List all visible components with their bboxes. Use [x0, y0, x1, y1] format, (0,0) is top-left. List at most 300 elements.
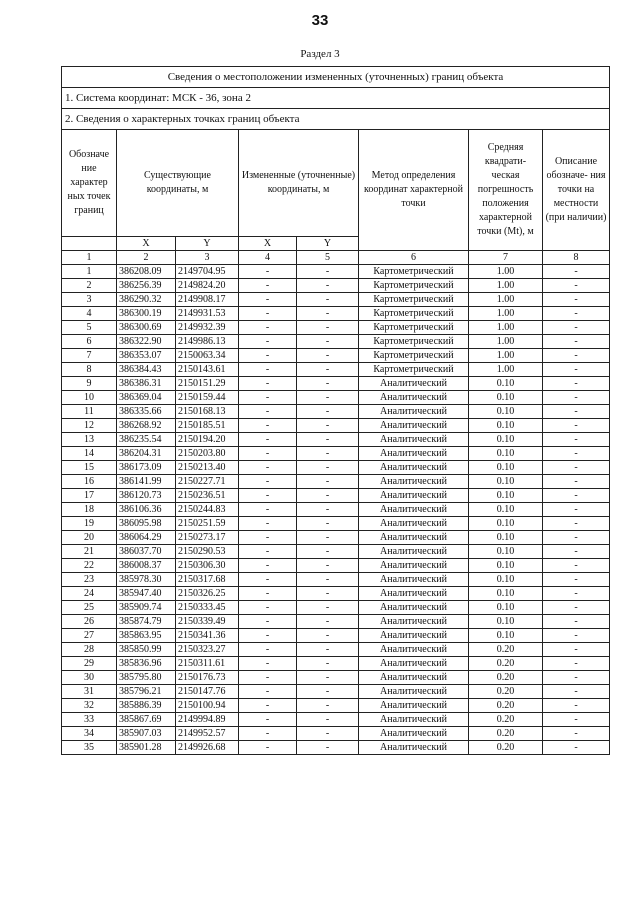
existing-y: 2150176.73	[176, 671, 239, 685]
changed-y: -	[297, 321, 359, 335]
existing-y: 2149704.95	[176, 265, 239, 279]
existing-x: 386037.70	[117, 545, 176, 559]
point-description: -	[543, 405, 610, 419]
table-row	[62, 629, 610, 643]
point-description: -	[543, 517, 610, 531]
table-row	[62, 391, 610, 405]
existing-x: 385909.74	[117, 601, 176, 615]
error-value: 1.00	[469, 265, 543, 279]
changed-x: -	[239, 279, 297, 293]
existing-x: 385978.30	[117, 573, 176, 587]
section-label: Раздел 3	[300, 48, 340, 60]
error-value: 0.10	[469, 391, 543, 405]
table-row	[62, 699, 610, 713]
method: Аналитический	[359, 531, 469, 545]
changed-y: -	[297, 419, 359, 433]
existing-x: 386064.29	[117, 531, 176, 545]
point-description: -	[543, 265, 610, 279]
existing-y: 2150227.71	[176, 475, 239, 489]
error-value: 1.00	[469, 349, 543, 363]
changed-y: -	[297, 279, 359, 293]
existing-y: 2150273.17	[176, 531, 239, 545]
changed-y: -	[297, 265, 359, 279]
table-row	[62, 321, 610, 335]
table-row	[62, 601, 610, 615]
existing-y: 2150306.30	[176, 559, 239, 573]
existing-x: 386120.73	[117, 489, 176, 503]
point-number: 32	[62, 699, 117, 713]
point-description: -	[543, 461, 610, 475]
changed-x: -	[239, 531, 297, 545]
changed-x: -	[239, 321, 297, 335]
error-value: 1.00	[469, 279, 543, 293]
point-number: 7	[62, 349, 117, 363]
error-value: 0.10	[469, 475, 543, 489]
table-title: Сведения о местоположении измененных (уточненных) границ объекта	[62, 67, 610, 88]
existing-x: 385850.99	[117, 643, 176, 657]
table-row	[62, 573, 610, 587]
changed-x: -	[239, 447, 297, 461]
changed-y: -	[297, 503, 359, 517]
changed-x: -	[239, 405, 297, 419]
existing-x: 386256.39	[117, 279, 176, 293]
existing-x: 385795.80	[117, 671, 176, 685]
point-number: 20	[62, 531, 117, 545]
table-row	[62, 419, 610, 433]
existing-y: 2150326.25	[176, 587, 239, 601]
method: Картометрический	[359, 293, 469, 307]
changed-y: -	[297, 657, 359, 671]
error-value: 0.20	[469, 657, 543, 671]
error-value: 0.10	[469, 615, 543, 629]
changed-y: -	[297, 699, 359, 713]
method: Картометрический	[359, 335, 469, 349]
changed-x: -	[239, 489, 297, 503]
changed-x: -	[239, 293, 297, 307]
method: Аналитический	[359, 447, 469, 461]
existing-y: 2150290.53	[176, 545, 239, 559]
column-number: 3	[176, 251, 239, 265]
changed-y: -	[297, 727, 359, 741]
point-number: 14	[62, 447, 117, 461]
existing-y: 2150063.34	[176, 349, 239, 363]
method: Аналитический	[359, 489, 469, 503]
point-number: 13	[62, 433, 117, 447]
header-existing-x: X	[117, 237, 176, 251]
point-description: -	[543, 489, 610, 503]
changed-x: -	[239, 657, 297, 671]
error-value: 0.10	[469, 517, 543, 531]
changed-y: -	[297, 713, 359, 727]
error-value: 0.10	[469, 601, 543, 615]
changed-x: -	[239, 685, 297, 699]
point-description: -	[543, 279, 610, 293]
point-number: 3	[62, 293, 117, 307]
existing-x: 386095.98	[117, 517, 176, 531]
point-number: 16	[62, 475, 117, 489]
method: Аналитический	[359, 741, 469, 755]
header-existing-y: Y	[176, 237, 239, 251]
point-description: -	[543, 559, 610, 573]
existing-y: 2149908.17	[176, 293, 239, 307]
existing-y: 2150244.83	[176, 503, 239, 517]
changed-y: -	[297, 461, 359, 475]
error-value: 0.10	[469, 419, 543, 433]
point-number: 2	[62, 279, 117, 293]
error-value: 0.10	[469, 587, 543, 601]
page-number: 33	[311, 12, 329, 29]
existing-y: 2150185.51	[176, 419, 239, 433]
column-number: 2	[117, 251, 176, 265]
changed-y: -	[297, 741, 359, 755]
error-value: 0.20	[469, 713, 543, 727]
error-value: 0.10	[469, 545, 543, 559]
changed-x: -	[239, 461, 297, 475]
table-row	[62, 349, 610, 363]
point-description: -	[543, 363, 610, 377]
method: Картометрический	[359, 321, 469, 335]
header-designation-blank	[62, 237, 117, 251]
changed-x: -	[239, 363, 297, 377]
existing-x: 385863.95	[117, 629, 176, 643]
existing-y: 2150333.45	[176, 601, 239, 615]
error-value: 0.10	[469, 377, 543, 391]
existing-x: 386235.54	[117, 433, 176, 447]
existing-x: 386268.92	[117, 419, 176, 433]
header-changed-x: X	[239, 237, 297, 251]
method: Аналитический	[359, 391, 469, 405]
existing-y: 2149994.89	[176, 713, 239, 727]
changed-x: -	[239, 713, 297, 727]
table-row	[62, 545, 610, 559]
header-designation: Обозначе ние характер ных точек границ	[62, 130, 117, 237]
existing-y: 2150168.13	[176, 405, 239, 419]
changed-y: -	[297, 615, 359, 629]
changed-x: -	[239, 475, 297, 489]
changed-y: -	[297, 559, 359, 573]
existing-x: 385867.69	[117, 713, 176, 727]
point-number: 15	[62, 461, 117, 475]
point-description: -	[543, 391, 610, 405]
existing-y: 2149986.13	[176, 335, 239, 349]
table-row	[62, 405, 610, 419]
point-description: -	[543, 643, 610, 657]
changed-x: -	[239, 587, 297, 601]
method: Аналитический	[359, 713, 469, 727]
existing-x: 386208.09	[117, 265, 176, 279]
point-description: -	[543, 545, 610, 559]
table-row	[62, 615, 610, 629]
changed-y: -	[297, 601, 359, 615]
point-number: 19	[62, 517, 117, 531]
existing-x: 386353.07	[117, 349, 176, 363]
point-description: -	[543, 503, 610, 517]
existing-y: 2150203.80	[176, 447, 239, 461]
error-value: 0.20	[469, 685, 543, 699]
changed-x: -	[239, 517, 297, 531]
existing-x: 386384.43	[117, 363, 176, 377]
point-number: 9	[62, 377, 117, 391]
point-description: -	[543, 531, 610, 545]
existing-x: 386386.31	[117, 377, 176, 391]
header-error: Средняя квадрати- ческая погрешность положения характерной точки (Mt), м	[469, 130, 543, 251]
point-description: -	[543, 433, 610, 447]
method: Аналитический	[359, 503, 469, 517]
existing-y: 2150147.76	[176, 685, 239, 699]
point-number: 11	[62, 405, 117, 419]
existing-y: 2150341.36	[176, 629, 239, 643]
changed-y: -	[297, 475, 359, 489]
changed-x: -	[239, 545, 297, 559]
method: Аналитический	[359, 573, 469, 587]
point-number: 30	[62, 671, 117, 685]
error-value: 0.20	[469, 643, 543, 657]
changed-x: -	[239, 503, 297, 517]
method: Аналитический	[359, 405, 469, 419]
existing-x: 386106.36	[117, 503, 176, 517]
error-value: 0.20	[469, 671, 543, 685]
method: Аналитический	[359, 419, 469, 433]
error-value: 0.10	[469, 559, 543, 573]
method: Картометрический	[359, 265, 469, 279]
existing-x: 386322.90	[117, 335, 176, 349]
point-number: 6	[62, 335, 117, 349]
point-description: -	[543, 447, 610, 461]
header-description: Описание обозначе- ния точки на местности (при наличии)	[543, 130, 610, 251]
table-row	[62, 475, 610, 489]
point-number: 26	[62, 615, 117, 629]
changed-y: -	[297, 517, 359, 531]
point-description: -	[543, 573, 610, 587]
table-row	[62, 307, 610, 321]
method: Аналитический	[359, 461, 469, 475]
table-row	[62, 559, 610, 573]
existing-x: 385874.79	[117, 615, 176, 629]
changed-y: -	[297, 293, 359, 307]
point-number: 33	[62, 713, 117, 727]
column-number: 8	[543, 251, 610, 265]
error-value: 0.10	[469, 461, 543, 475]
existing-x: 386290.32	[117, 293, 176, 307]
point-number: 29	[62, 657, 117, 671]
error-value: 0.10	[469, 531, 543, 545]
existing-x: 386300.69	[117, 321, 176, 335]
changed-y: -	[297, 363, 359, 377]
changed-y: -	[297, 377, 359, 391]
table-row	[62, 335, 610, 349]
changed-x: -	[239, 391, 297, 405]
changed-y: -	[297, 307, 359, 321]
table-row	[62, 531, 610, 545]
point-description: -	[543, 321, 610, 335]
points-caption: 2. Сведения о характерных точках границ объекта	[62, 109, 610, 130]
point-description: -	[543, 293, 610, 307]
error-value: 0.10	[469, 405, 543, 419]
header-changed-y: Y	[297, 237, 359, 251]
header-existing-coordinates: Существующие координаты, м	[117, 130, 239, 237]
table-row	[62, 461, 610, 475]
point-number: 25	[62, 601, 117, 615]
method: Аналитический	[359, 545, 469, 559]
changed-y: -	[297, 335, 359, 349]
method: Аналитический	[359, 685, 469, 699]
changed-x: -	[239, 573, 297, 587]
changed-x: -	[239, 601, 297, 615]
existing-x: 386300.19	[117, 307, 176, 321]
point-description: -	[543, 685, 610, 699]
existing-x: 385836.96	[117, 657, 176, 671]
error-value: 0.10	[469, 433, 543, 447]
point-number: 18	[62, 503, 117, 517]
changed-y: -	[297, 573, 359, 587]
method: Аналитический	[359, 559, 469, 573]
point-number: 1	[62, 265, 117, 279]
point-description: -	[543, 601, 610, 615]
error-value: 1.00	[469, 293, 543, 307]
error-value: 1.00	[469, 363, 543, 377]
changed-y: -	[297, 629, 359, 643]
existing-x: 385886.39	[117, 699, 176, 713]
point-description: -	[543, 713, 610, 727]
point-number: 34	[62, 727, 117, 741]
existing-x: 386141.99	[117, 475, 176, 489]
changed-y: -	[297, 531, 359, 545]
method: Аналитический	[359, 699, 469, 713]
changed-x: -	[239, 643, 297, 657]
point-number: 5	[62, 321, 117, 335]
column-number: 7	[469, 251, 543, 265]
point-description: -	[543, 699, 610, 713]
changed-x: -	[239, 335, 297, 349]
changed-x: -	[239, 265, 297, 279]
point-number: 4	[62, 307, 117, 321]
point-number: 28	[62, 643, 117, 657]
existing-y: 2150317.68	[176, 573, 239, 587]
error-value: 0.10	[469, 629, 543, 643]
existing-y: 2149824.20	[176, 279, 239, 293]
method: Аналитический	[359, 643, 469, 657]
changed-y: -	[297, 685, 359, 699]
error-value: 0.20	[469, 727, 543, 741]
table-row	[62, 503, 610, 517]
existing-x: 386204.31	[117, 447, 176, 461]
point-number: 24	[62, 587, 117, 601]
point-description: -	[543, 587, 610, 601]
error-value: 0.20	[469, 741, 543, 755]
changed-x: -	[239, 699, 297, 713]
point-number: 12	[62, 419, 117, 433]
table-row	[62, 363, 610, 377]
point-description: -	[543, 657, 610, 671]
method: Картометрический	[359, 279, 469, 293]
method: Аналитический	[359, 377, 469, 391]
changed-y: -	[297, 643, 359, 657]
changed-y: -	[297, 391, 359, 405]
table-row	[62, 713, 610, 727]
existing-y: 2150159.44	[176, 391, 239, 405]
point-description: -	[543, 671, 610, 685]
changed-x: -	[239, 727, 297, 741]
changed-x: -	[239, 433, 297, 447]
method: Аналитический	[359, 433, 469, 447]
changed-x: -	[239, 741, 297, 755]
point-number: 8	[62, 363, 117, 377]
table-row	[62, 727, 610, 741]
existing-x: 386173.09	[117, 461, 176, 475]
changed-x: -	[239, 419, 297, 433]
boundary-points-table	[61, 66, 610, 755]
existing-y: 2150143.61	[176, 363, 239, 377]
table-row	[62, 433, 610, 447]
point-number: 35	[62, 741, 117, 755]
existing-y: 2150100.94	[176, 699, 239, 713]
table-row	[62, 265, 610, 279]
existing-y: 2149931.53	[176, 307, 239, 321]
point-description: -	[543, 741, 610, 755]
error-value: 0.10	[469, 489, 543, 503]
method: Аналитический	[359, 475, 469, 489]
existing-y: 2150213.40	[176, 461, 239, 475]
table-row	[62, 587, 610, 601]
changed-y: -	[297, 447, 359, 461]
table-row	[62, 741, 610, 755]
point-description: -	[543, 349, 610, 363]
error-value: 0.10	[469, 573, 543, 587]
method: Картометрический	[359, 349, 469, 363]
header-changed-coordinates: Измененные (уточненные) координаты, м	[239, 130, 359, 237]
table-row	[62, 489, 610, 503]
changed-y: -	[297, 405, 359, 419]
column-number: 4	[239, 251, 297, 265]
table-row	[62, 671, 610, 685]
method: Аналитический	[359, 671, 469, 685]
point-number: 17	[62, 489, 117, 503]
point-number: 23	[62, 573, 117, 587]
existing-y: 2150236.51	[176, 489, 239, 503]
existing-x: 385947.40	[117, 587, 176, 601]
table-row	[62, 657, 610, 671]
point-description: -	[543, 475, 610, 489]
changed-x: -	[239, 307, 297, 321]
point-number: 21	[62, 545, 117, 559]
column-number: 1	[62, 251, 117, 265]
existing-y: 2149952.57	[176, 727, 239, 741]
point-description: -	[543, 377, 610, 391]
table-row	[62, 517, 610, 531]
changed-y: -	[297, 433, 359, 447]
table-row	[62, 447, 610, 461]
existing-x: 385907.03	[117, 727, 176, 741]
changed-y: -	[297, 489, 359, 503]
existing-x: 385901.28	[117, 741, 176, 755]
error-value: 1.00	[469, 321, 543, 335]
table-row	[62, 685, 610, 699]
column-number: 5	[297, 251, 359, 265]
existing-x: 386369.04	[117, 391, 176, 405]
existing-y: 2150194.20	[176, 433, 239, 447]
changed-x: -	[239, 377, 297, 391]
error-value: 0.10	[469, 503, 543, 517]
existing-x: 386335.66	[117, 405, 176, 419]
changed-x: -	[239, 671, 297, 685]
point-number: 27	[62, 629, 117, 643]
method: Аналитический	[359, 601, 469, 615]
existing-y: 2150339.49	[176, 615, 239, 629]
existing-y: 2149932.39	[176, 321, 239, 335]
method: Аналитический	[359, 727, 469, 741]
error-value: 1.00	[469, 335, 543, 349]
table-body	[62, 265, 610, 755]
